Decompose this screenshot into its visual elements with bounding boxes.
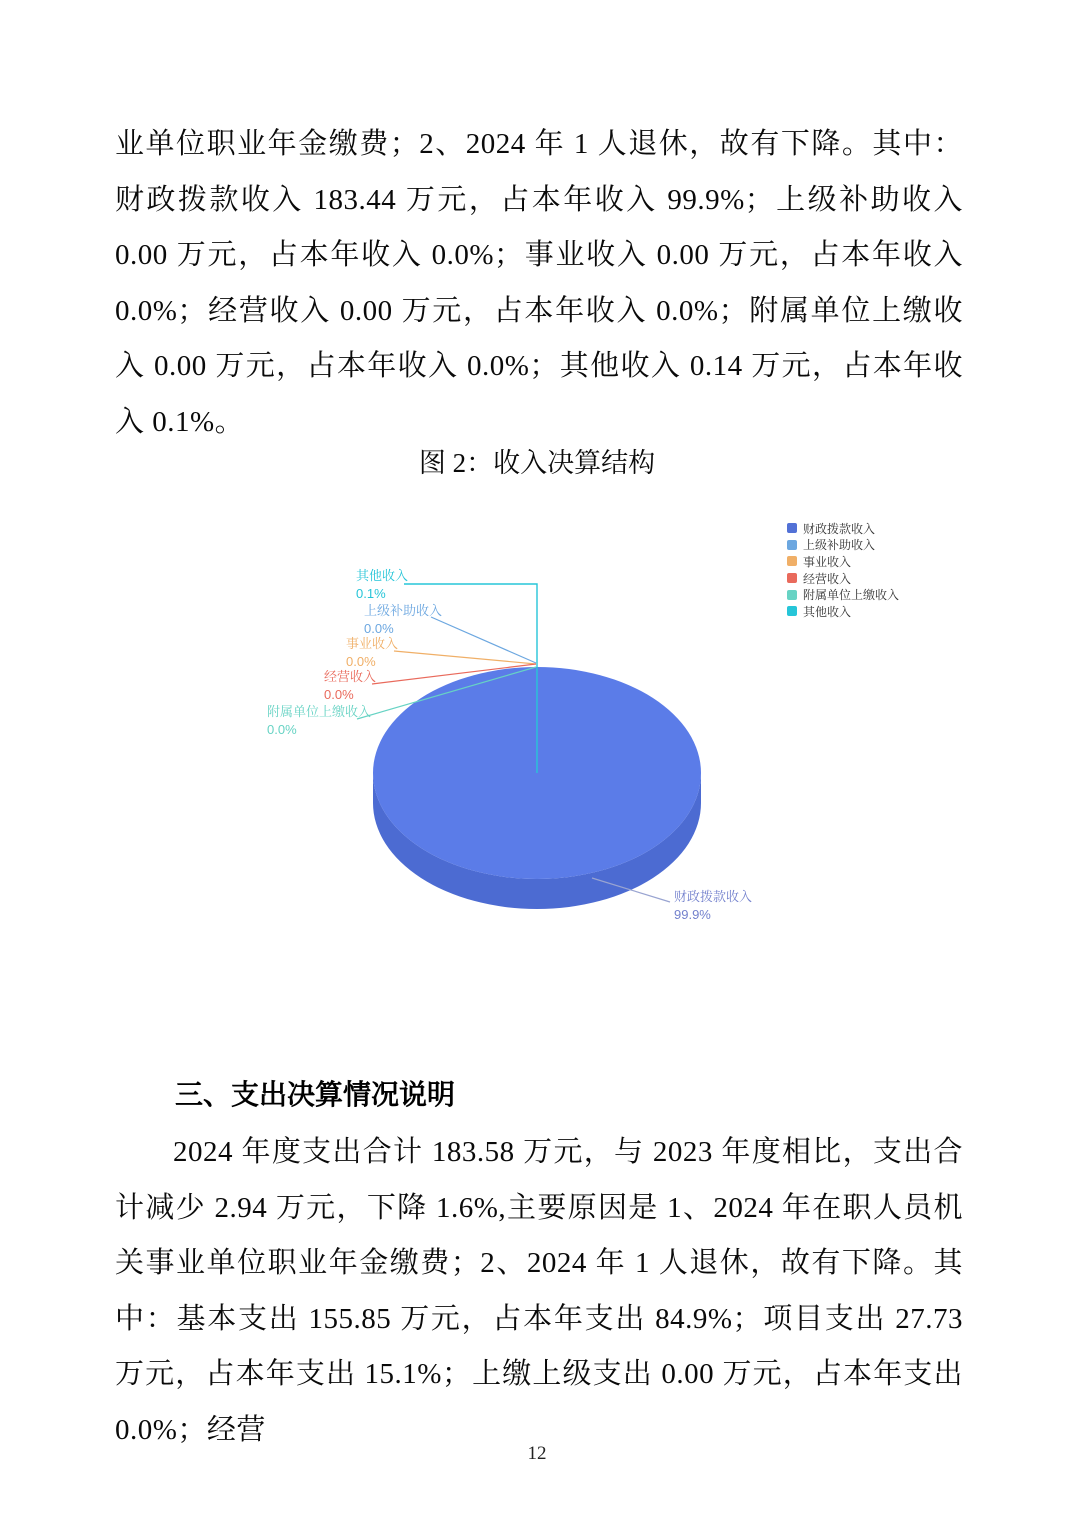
legend-label-upper-subsidy: 上级补助收入	[803, 538, 876, 553]
legend-label-operating-income: 经营收入	[803, 571, 852, 586]
pie-label-financial-income-pct: 99.9%	[674, 907, 711, 922]
pie-label-affiliated-income-name: 附属单位上缴收入	[267, 704, 372, 719]
page-number: 12	[527, 1443, 547, 1464]
pie-label-financial-income-name: 财政拨款收入	[674, 889, 753, 904]
paragraph-income-details: 业单位职业年金缴费；2、2024 年 1 人退休，故有下降。其中：财政拨款收入 183.44 万元，占本年收入 99.9%；上级补助收入 0.00 万元，占本年收入 0.0%；事业收入 0.00 万元，占本年收入 0.0%；经营收入 0.00 万元，占本年收入 0.0%；附属单位上缴收入 0.00 万元，占本年收入 0.0%；其他收入 0.14 万元，占本年收入 0.1%。	[115, 128, 963, 438]
legend-item-upper-subsidy	[787, 537, 899, 554]
legend-item-operating-income	[787, 570, 899, 587]
pie-label-affiliated-income	[267, 703, 371, 739]
pie-label-operating-income-pct: 0.0%	[324, 687, 354, 702]
pie-label-upper-subsidy	[364, 602, 442, 638]
pie-label-upper-subsidy-pct: 0.0%	[364, 621, 394, 636]
legend-swatch-financial-income	[787, 523, 797, 533]
pie-label-operating-income	[324, 668, 376, 704]
figure-caption: 图 2：收入决算结构	[418, 448, 656, 478]
chart-legend	[787, 520, 899, 620]
section-heading-expenditure: 三、支出决算情况说明	[175, 1079, 456, 1110]
pie-label-career-income-pct: 0.0%	[346, 654, 376, 669]
pie-label-affiliated-income-pct: 0.0%	[267, 722, 297, 737]
leader-line-career-income	[394, 651, 536, 664]
pie-label-career-income-name: 事业收入	[346, 636, 399, 651]
legend-label-financial-income: 财政拨款收入	[803, 521, 876, 536]
legend-item-career-income	[787, 553, 899, 570]
legend-swatch-career-income	[787, 556, 797, 566]
legend-swatch-affiliated-income	[787, 590, 797, 600]
legend-item-financial-income	[787, 520, 899, 537]
paragraph-expenditure-details: 2024 年度支出合计 183.58 万元，与 2023 年度相比，支出合计减少 2.94 万元，下降 1.6%,主要原因是 1、2024 年在职人员机关事业单位职业年金缴费；2、2024 年 1 人退休，故有下降。其中：基本支出 155.85 万元，占本年支出 84.9%；项目支出 27.73 万元，占本年支出 15.1%；上缴上级支出 0.00 万元，占本年支出 0.0%；经营	[115, 1136, 963, 1446]
legend-label-other-income: 其他收入	[803, 604, 852, 619]
pie-label-upper-subsidy-name: 上级补助收入	[364, 603, 443, 618]
pie-label-operating-income-name: 经营收入	[324, 669, 377, 684]
pie-label-financial-income	[674, 888, 752, 924]
legend-item-affiliated-income	[787, 586, 899, 603]
legend-item-other-income	[787, 603, 899, 620]
pie-label-other-income-name: 其他收入	[356, 568, 409, 583]
legend-swatch-operating-income	[787, 573, 797, 583]
legend-swatch-other-income	[787, 606, 797, 616]
legend-swatch-upper-subsidy	[787, 540, 797, 550]
legend-label-affiliated-income: 附属单位上缴收入	[803, 588, 900, 603]
pie-label-other-income-pct: 0.1%	[356, 586, 386, 601]
income-structure-pie-chart	[250, 500, 1010, 960]
pie-label-other-income	[356, 567, 408, 603]
legend-label-career-income: 事业收入	[803, 554, 852, 569]
pie-label-career-income	[346, 635, 398, 671]
